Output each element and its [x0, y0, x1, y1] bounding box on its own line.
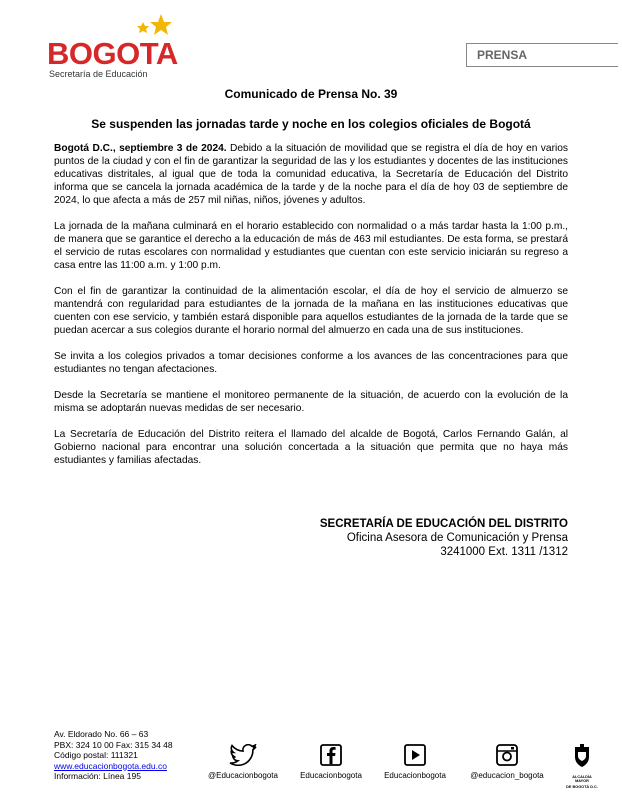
paragraph-1: [54, 142, 568, 207]
instagram-icon: [496, 744, 518, 766]
footer-postal: Código postal: 111321: [54, 750, 138, 760]
paragraph-3: Con el fin de garantizar la continuidad de la alimentación escolar, el día de hoy el servicio de almuerzo se mantendrá con regularidad para estudiantes de la jornada de la mañana en las instituciones educativas que cuenten con ese servicio, y también estará disponible para aquellos estudiantes de la jornada de la tarde que se puedan acercar a sus colegios durante el horario normal del almuerzo en cada una de sus instituciones.: [54, 286, 568, 336]
logo-subtitle: Secretaría de Educación: [49, 69, 148, 79]
youtube-icon: [404, 744, 426, 766]
release-number: Comunicado de Prensa No. 39: [224, 87, 398, 101]
paragraph-5: Desde la Secretaría se mantiene el monitoreo permanente de la situación, de acuerdo con la evolución de la misma se adoptarán nuevas medidas de ser necesario.: [54, 390, 568, 414]
instagram-handle: @educacion_bogota: [470, 771, 544, 780]
social-twitter[interactable]: [208, 744, 278, 780]
alcaldia-seal: [566, 744, 598, 790]
headline: Se suspenden las jornadas tarde y noche en los colegios oficiales de Bogotá: [91, 117, 531, 131]
paragraph-4: Se invita a los colegios privados a tomar decisiones conforme a los avances de las concentraciones para que estudiantes no tengan afectaciones.: [54, 351, 568, 375]
alcaldia-line1: ALCALDÍA MAYOR: [572, 775, 592, 784]
facebook-handle: Educacionbogota: [300, 771, 362, 780]
youtube-handle: Educacionbogota: [384, 771, 446, 780]
section-tag: [466, 43, 618, 67]
facebook-icon: [320, 744, 342, 766]
footer-info: Información: Línea 195: [54, 771, 141, 781]
social-facebook[interactable]: [298, 744, 364, 780]
signature-phone: 3241000 Ext. 1311 /1312: [440, 546, 568, 558]
press-body: [54, 142, 568, 467]
footer-contact: [54, 729, 173, 782]
logo-wordmark: BOGOTA: [47, 36, 178, 71]
paragraph-1-text: Debido a la situación de movilidad que se registra el día de hoy en varios puntos de la ciudad y con el fin de garantizar la seguridad de las y los estudiantes y docentes de las instituciones educativas distritales, al igual que de toda la comunidad educativa, la Secretaría de Educación del Distrito informa que se cancela la jornada académica de la tarde y de la noche para el día de hoy 03 de septiembre de 2024, lo que afecta a más de 257 mil niñas, niños, jóvenes y adultos.: [54, 143, 568, 206]
footer-address: Av. Eldorado No. 66 – 63: [54, 729, 149, 739]
secretaria-logo: [47, 12, 177, 82]
signature-block: [320, 517, 568, 559]
paragraph-6: La Secretaría de Educación del Distrito reitera el llamado del alcalde de Bogotá, Carlos Fernando Galán, al Gobierno nacional para encontrar una solución concertada a la situación que permita que no haya más estudiantes y familias afectadas.: [54, 429, 568, 466]
social-youtube[interactable]: [382, 744, 448, 780]
section-tag-label: PRENSA: [477, 48, 528, 62]
twitter-icon: [229, 744, 257, 766]
alcaldia-line2: DE BOGOTÁ D.C.: [566, 785, 598, 790]
dateline: Bogotá D.C., septiembre 3 de 2024.: [54, 143, 227, 154]
coat-of-arms-icon: [572, 744, 592, 768]
twitter-handle: @Educacionbogota: [208, 771, 278, 780]
paragraph-2: La jornada de la mañana culminará en el horario establecido con normalidad o a más tardar hasta la 1:00 p.m., de manera que se garantice el derecho a la educación de más de 463 mil estudiantes. De esta forma, se prestará el servicio de rutas escolares con normalidad y estudiantes que cuentan con este servicio iniciarán su regreso a casa entre las 11:00 a.m. y 1:00 p.m.: [54, 221, 568, 271]
footer-pbx: PBX: 324 10 00 Fax: 315 34 48: [54, 739, 173, 750]
signature-office: Oficina Asesora de Comunicación y Prensa: [346, 532, 568, 544]
footer-website-link[interactable]: www.educacionbogota.edu.co: [54, 760, 167, 771]
social-instagram[interactable]: [470, 744, 544, 780]
signature-org: SECRETARÍA DE EDUCACIÓN DEL DISTRITO: [319, 518, 568, 530]
